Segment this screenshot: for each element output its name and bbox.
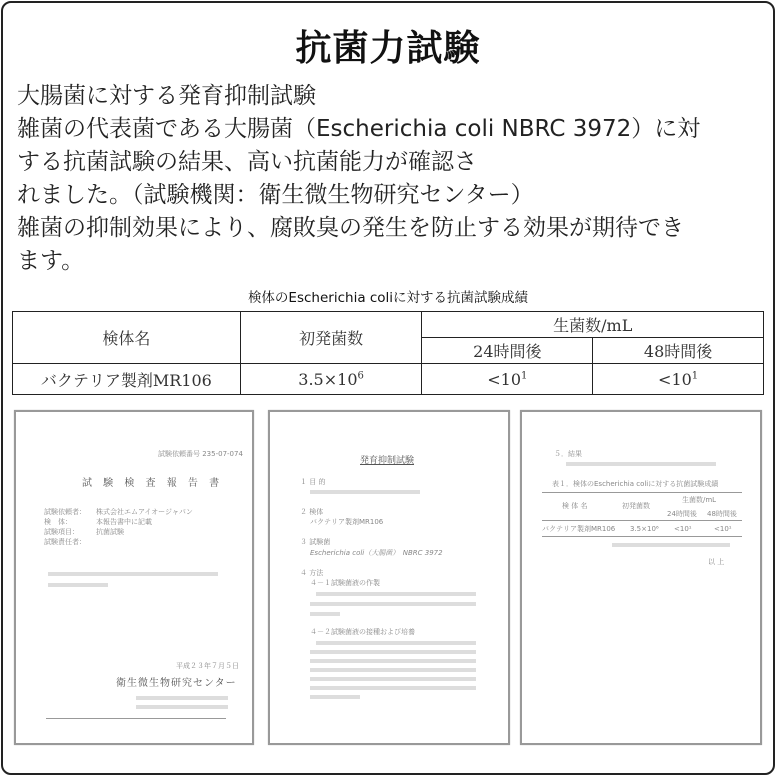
cell-exponent: 1 bbox=[691, 370, 699, 382]
doc-field: 抗菌試験 bbox=[96, 528, 124, 536]
doc-item: １ 目 的 bbox=[300, 478, 326, 486]
description-line: 雑菌の代表菌である大腸菌（Escherichia coli NBRC 3972）に対 bbox=[17, 116, 701, 142]
description-line: 雑菌の抑制効果により、腐敗臭の発生を防止する効果が期待でき bbox=[17, 215, 684, 241]
report-cover-image bbox=[14, 410, 254, 745]
doc-item: 48時間後 bbox=[707, 510, 737, 518]
description-line: ます。 bbox=[17, 248, 85, 274]
doc-item: 24時間後 bbox=[667, 510, 697, 518]
doc-item: バクテリア製剤MR106 bbox=[310, 518, 384, 526]
doc-item: ２ 検体 bbox=[300, 508, 324, 516]
test-results-image bbox=[520, 410, 762, 745]
doc-field: 検 体： bbox=[44, 518, 72, 526]
doc-field: 本報告書中に記載 bbox=[96, 518, 152, 526]
header-viable: 生菌数/mL bbox=[422, 312, 764, 338]
doc-item: ４－２試験菌液の接種および培養 bbox=[310, 628, 415, 636]
doc-field: 試験依頼者： bbox=[44, 508, 86, 516]
description bbox=[17, 80, 767, 278]
test-method-image bbox=[268, 410, 510, 745]
table-row bbox=[13, 364, 764, 395]
doc-field: 株式会社エムアイオージャパン bbox=[96, 508, 193, 516]
doc-heading: 試 験 検 査 報 告 書 bbox=[82, 478, 224, 489]
doc-heading: 発育抑制試験 bbox=[360, 456, 415, 466]
doc-item: 以 上 bbox=[708, 558, 725, 566]
doc-item: ４－１試験菌液の作製 bbox=[310, 579, 380, 587]
cell-exponent: 6 bbox=[357, 370, 364, 382]
results-table bbox=[12, 311, 764, 395]
cell-48h bbox=[593, 364, 764, 395]
header-initial: 初発菌数 bbox=[240, 312, 422, 364]
cell-24h bbox=[422, 364, 593, 395]
cell-initial bbox=[240, 364, 422, 395]
cell-value: 3.5×10 bbox=[298, 369, 358, 389]
doc-field: 試験責任者： bbox=[44, 538, 86, 546]
cell-exponent: 1 bbox=[521, 370, 528, 382]
doc-item: バクテリア製剤MR106 bbox=[542, 525, 616, 533]
doc-item: <10¹ bbox=[714, 525, 732, 533]
doc-item: 3.5×10⁶ bbox=[630, 525, 659, 533]
doc-field: 試験項目： bbox=[44, 528, 79, 536]
header-sample: 検体名 bbox=[13, 312, 241, 364]
description-line: する抗菌試験の結果、高い抗菌能力が確認さ bbox=[17, 149, 477, 175]
description-line: れました。（試験機関：衛生微生物研究センター） bbox=[17, 182, 534, 208]
doc-item: 検 体 名 bbox=[562, 502, 588, 510]
doc-org: 衛生微生物研究センター bbox=[116, 678, 237, 689]
cell-value: <10 bbox=[487, 369, 522, 389]
cell-sample: バクテリア製剤MR106 bbox=[13, 364, 241, 395]
doc-item: ５．結果 bbox=[554, 450, 582, 458]
doc-item: ４ 方法 bbox=[300, 569, 324, 577]
doc-item: 初発菌数 bbox=[622, 502, 650, 510]
doc-item: 生菌数/mL bbox=[682, 496, 717, 504]
cell-value: <10 bbox=[658, 369, 692, 389]
page-title: 抗菌力試験 bbox=[295, 27, 481, 69]
header-48h: 48時間後 bbox=[593, 338, 764, 364]
doc-number: 試験依頼番号 235-07-074 bbox=[158, 450, 243, 458]
table-caption: 検体のEscherichia coliに対する抗菌試験成績 bbox=[247, 290, 529, 306]
description-line: 大腸菌に対する発育抑制試験 bbox=[17, 83, 316, 109]
doc-item: 表１．検体のEscherichia coliに対する抗菌試験成績 bbox=[552, 480, 719, 488]
doc-item: Escherichia coli（大腸菌） NBRC 3972 bbox=[310, 549, 443, 557]
header-24h: 24時間後 bbox=[422, 338, 593, 364]
doc-item: ３ 試験菌 bbox=[300, 538, 331, 546]
doc-date: 平成２３年７月５日 bbox=[176, 662, 239, 670]
doc-item: <10¹ bbox=[674, 525, 692, 533]
